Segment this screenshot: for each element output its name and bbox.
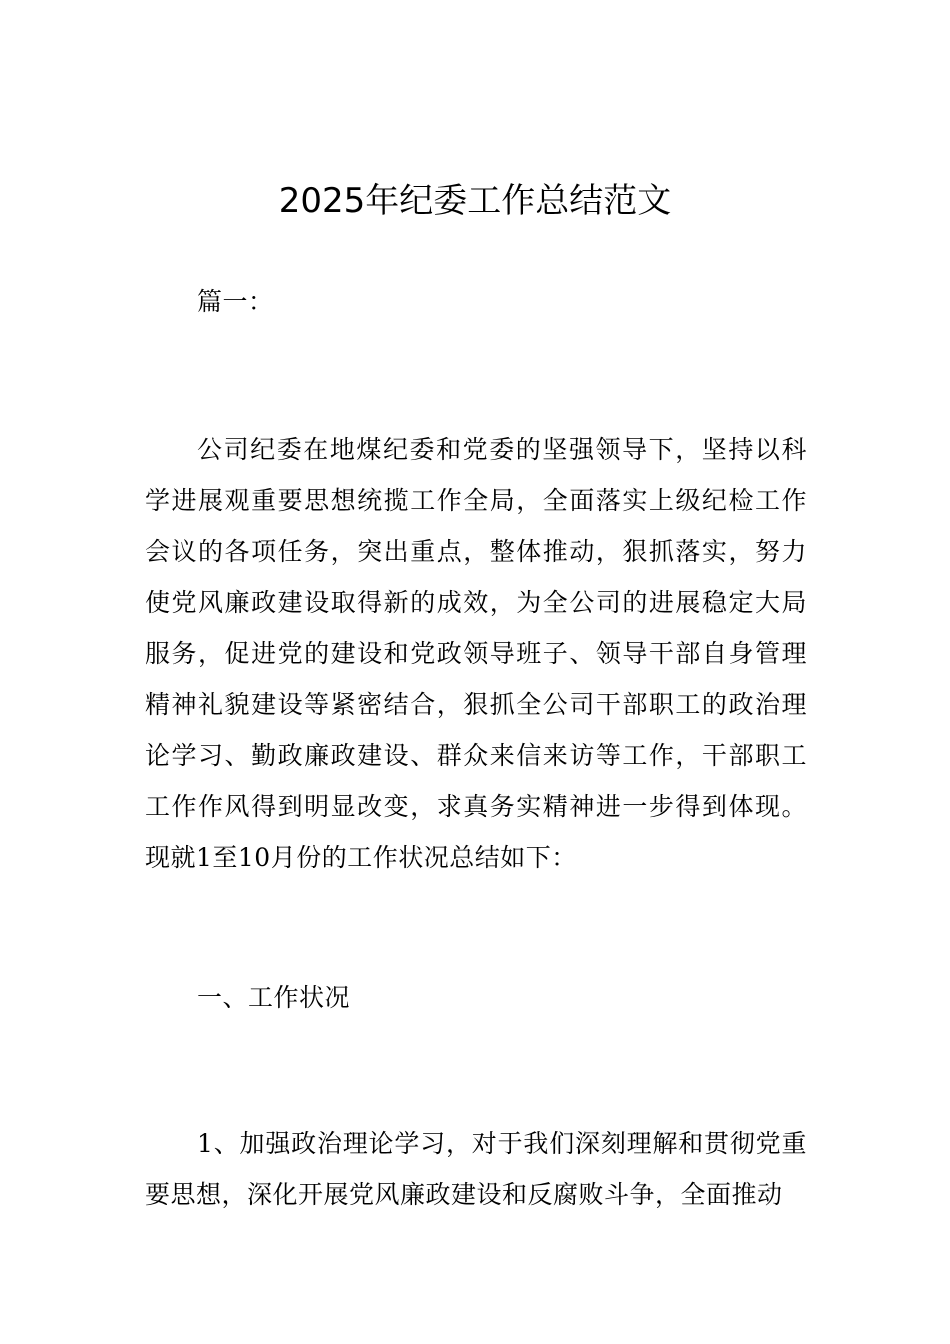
paragraph-item-1: 1、加强政治理论学习，对于我们深刻理解和贯彻党重要思想，深化开展党风廉政建设和反腐败斗争，全面推动 [145, 1129, 807, 1209]
section-label: 篇一： [197, 287, 274, 316]
paragraph-intro: 公司纪委在地煤纪委和党委的坚强领导下，坚持以科学进展观重要思想统揽工作全局，全面落实上级纪检工作会议的各项任务，突出重点，整体推动，狠抓落实，努力使党风廉政建设取得新的成效，为全公司的进展稳定大局服务，促进党的建设和党政领导班子、领导干部自身管理精神礼貌建设等紧密结合，狠抓全公司干部职工的政治理论学习、勤政廉政建设、群众来信来访等工作，干部职工工作作风得到明显改变，求真务实精神进一步得到体现。现就1至10月份的工作状况总结如下： [145, 435, 807, 872]
document-title: 2025年纪委工作总结范文 [278, 181, 672, 221]
section-heading-work-status: 一、工作状况 [197, 983, 351, 1012]
